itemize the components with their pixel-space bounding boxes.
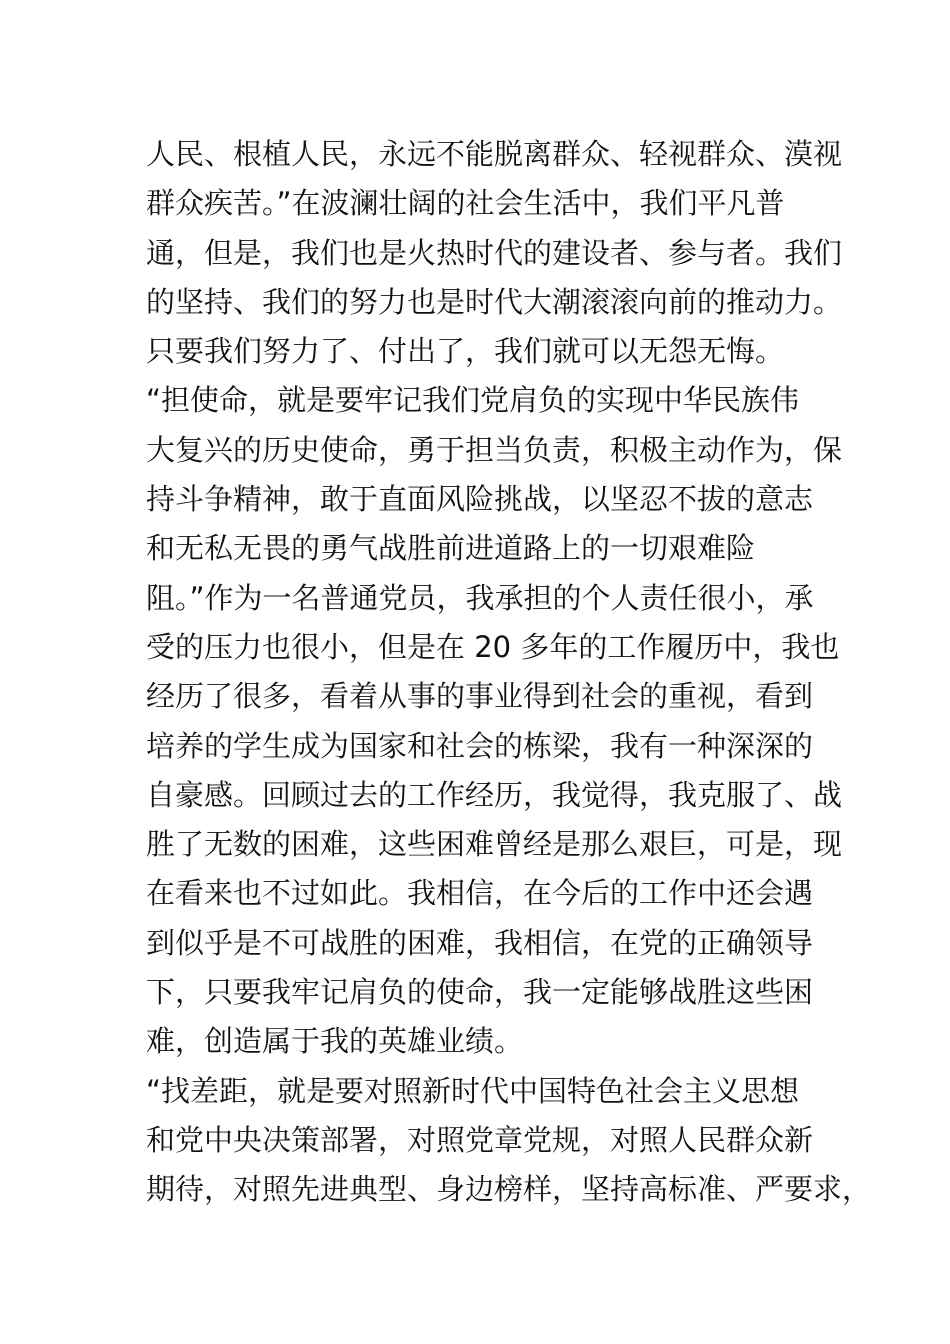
text-line: 大复兴的历史使命，勇于担当负责，积极主动作为，保: [146, 432, 843, 467]
text-line: 到似乎是不可战胜的困难，我相信，在党的正确领导: [146, 925, 814, 960]
text-line: 期待，对照先进典型、身边榜样，坚持高标准、严要求，: [146, 1172, 872, 1207]
text-line: 受的压力也很小，但是在 20 多年的工作履历中，我也: [146, 629, 840, 664]
text-line: 只要我们努力了、付出了，我们就可以无怨无悔。: [146, 334, 785, 369]
text-line: 阻。”作为一名普通党员，我承担的个人责任很小，承: [146, 580, 814, 615]
text-line: 胜了无数的困难，这些困难曾经是那么艰巨，可是，现: [146, 827, 843, 862]
text-line: 人民、根植人民，永远不能脱离群众、轻视群众、漠视: [146, 137, 843, 171]
text-line: 经历了很多，看着从事的事业得到社会的重视，看到: [146, 679, 814, 714]
text-line: 难，创造属于我的英雄业绩。: [146, 1024, 524, 1059]
text-line: “担使命，就是要牢记我们党肩负的实现中华民族伟: [146, 383, 800, 418]
text-line: 下，只要我牢记肩负的使命，我一定能够战胜这些困: [146, 975, 814, 1010]
text-line: 群众疾苦。”在波澜壮阔的社会生活中，我们平凡普: [146, 186, 785, 221]
body-text: [146, 130, 872, 1215]
text-line: 培养的学生成为国家和社会的栋梁，我有一种深深的: [146, 728, 814, 763]
text-line: 持斗争精神，敢于直面风险挑战，以坚忍不拔的意志: [146, 482, 814, 517]
text-line: 的坚持、我们的努力也是时代大潮滚滚向前的推动力。: [146, 284, 843, 319]
text-line: 和党中央决策部署，对照党章党规，对照人民群众新: [146, 1122, 814, 1157]
text-line: “找差距，就是要对照新时代中国特色社会主义思想: [146, 1073, 800, 1108]
text-line: 和无私无畏的勇气战胜前进道路上的一切艰难险: [146, 531, 756, 566]
text-line: 通，但是，我们也是火热时代的建设者、参与者。我们: [146, 235, 843, 270]
text-line: 在看来也不过如此。我相信，在今后的工作中还会遇: [146, 876, 814, 911]
text-line: 自豪感。回顾过去的工作经历，我觉得，我克服了、战: [146, 777, 843, 812]
